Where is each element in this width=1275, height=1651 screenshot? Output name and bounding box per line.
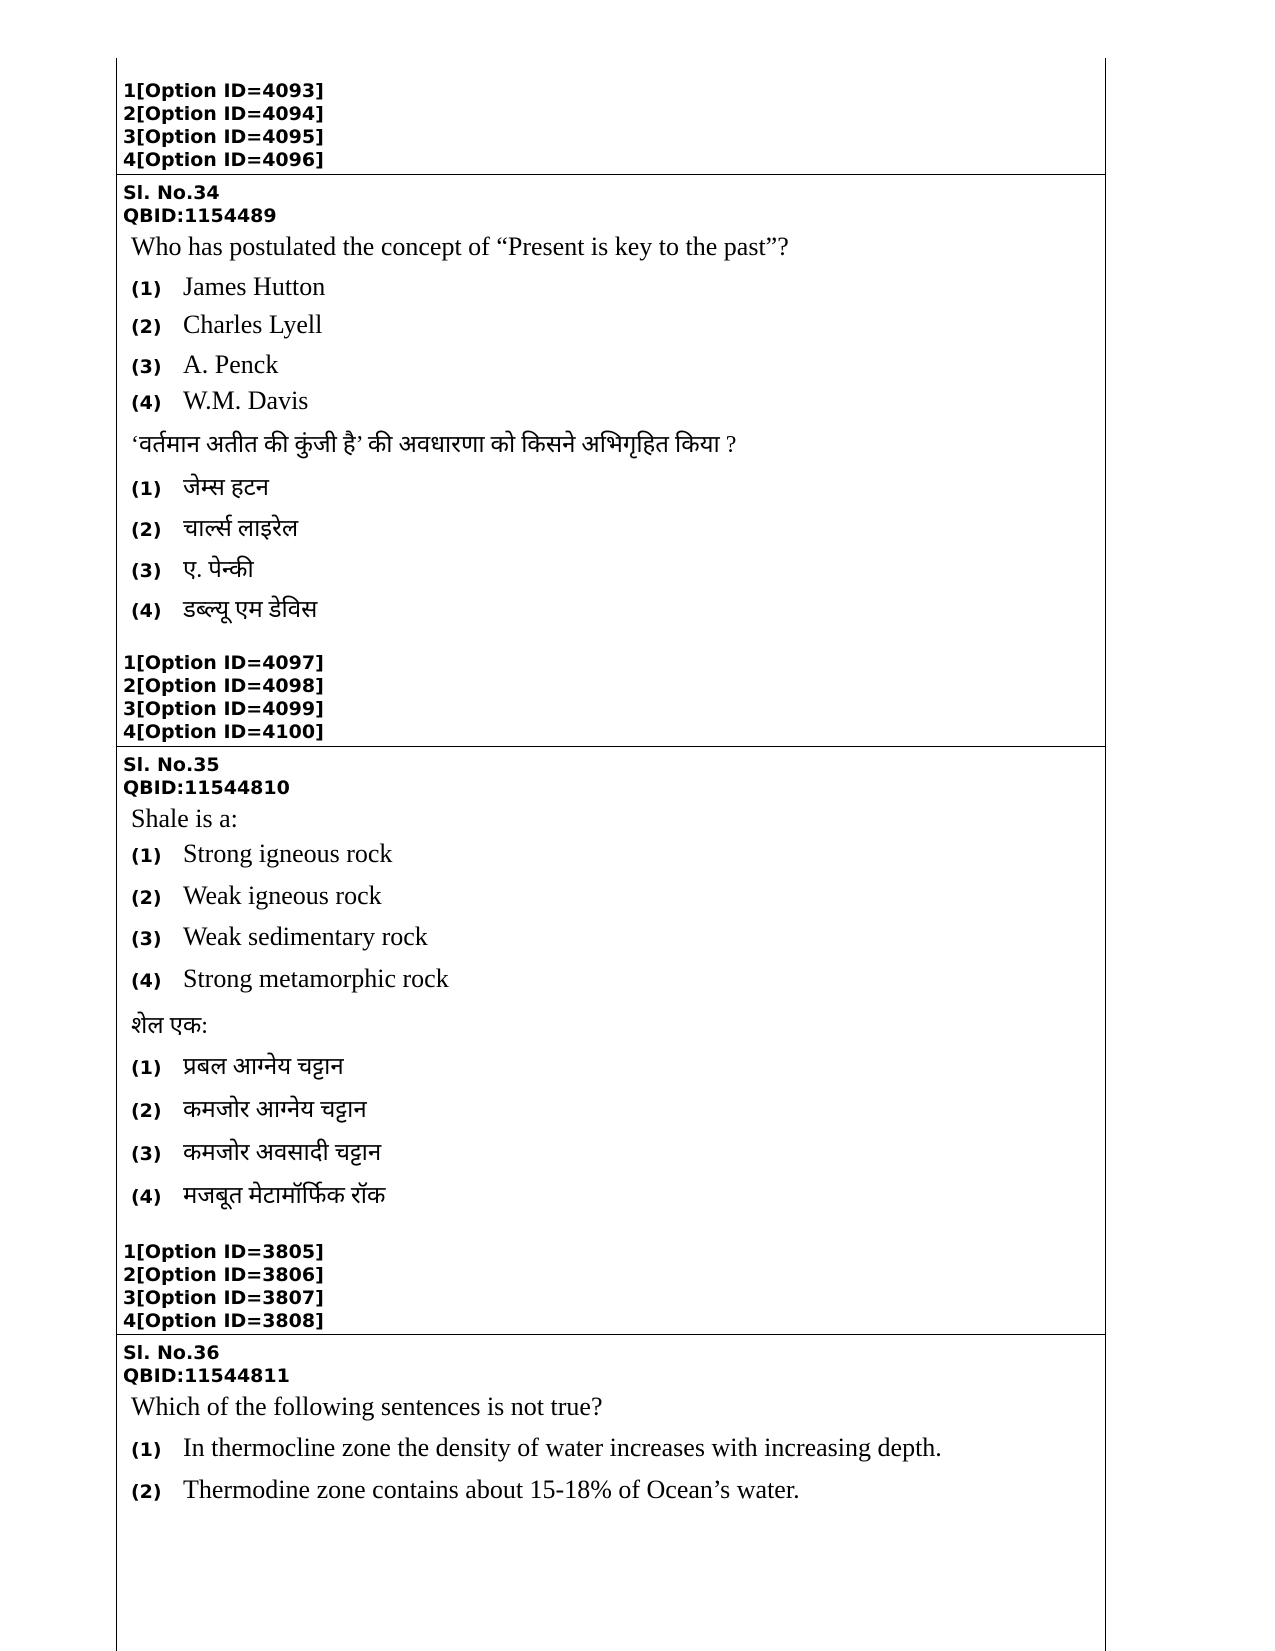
serial-number: Sl. No.35 — [123, 754, 220, 776]
option-hi: (1) प्रबल आग्नेय चट्टान — [131, 1054, 344, 1080]
question-text-hi: ‘वर्तमान अतीत की कुंजी है’ की अवधारणा को किसने अभिगृहित किया ? — [131, 432, 737, 458]
option-en: (4) W.M. Davis — [131, 386, 309, 415]
option-id: 1[Option ID=4097] — [123, 652, 324, 674]
option-id: 2[Option ID=4094] — [123, 103, 324, 125]
option-id: 3[Option ID=3807] — [123, 1287, 324, 1309]
option-id: 2[Option ID=3806] — [123, 1264, 324, 1286]
question-paper — [116, 58, 1106, 1651]
option-hi: (3) कमजोर अवसादी चट्टान — [131, 1140, 382, 1166]
option-en: (2) Weak igneous rock — [131, 881, 382, 910]
option-id: 3[Option ID=4095] — [123, 126, 324, 148]
option-id-list — [117, 652, 324, 744]
option-en: (3) Weak sedimentary rock — [131, 922, 428, 951]
question-text-en: Which of the following sentences is not true? — [131, 1392, 603, 1421]
option-id-list — [117, 80, 1105, 172]
question-block — [117, 1342, 1105, 1642]
option-en: (2) Thermodine zone contains about 15-18% of Ocean’s water. — [131, 1475, 800, 1504]
question-text-en: Who has postulated the concept of “Present is key to the past”? — [131, 232, 789, 261]
qbid: QBID:1154489 — [123, 205, 277, 227]
question-text-en: Shale is a: — [131, 804, 238, 833]
option-en: (1) James Hutton — [131, 272, 326, 301]
option-id-list — [117, 1241, 324, 1333]
row-divider — [117, 1334, 1105, 1335]
serial-number: Sl. No.34 — [123, 182, 220, 204]
option-hi: (3) ए. पेन्की — [131, 557, 254, 583]
question-block — [117, 182, 1105, 742]
serial-number: Sl. No.36 — [123, 1342, 220, 1364]
option-en: (1) Strong igneous rock — [131, 839, 393, 868]
option-id: 3[Option ID=4099] — [123, 698, 324, 720]
option-hi: (4) मजबूत मेटामॉर्फिक रॉक — [131, 1183, 386, 1209]
qbid: QBID:11544810 — [123, 777, 290, 799]
option-en: (1) In thermocline zone the density of water increases with increasing depth. — [131, 1433, 942, 1462]
option-hi: (4) डब्ल्यू एम डेविस — [131, 597, 318, 623]
option-id: 4[Option ID=4100] — [123, 721, 324, 743]
option-hi: (2) कमजोर आग्नेय चट्टान — [131, 1097, 367, 1123]
option-id: 1[Option ID=3805] — [123, 1241, 324, 1263]
option-en: (4) Strong metamorphic rock — [131, 964, 449, 993]
row-divider — [117, 746, 1105, 747]
option-id: 4[Option ID=4096] — [123, 149, 324, 171]
option-id: 4[Option ID=3808] — [123, 1310, 324, 1332]
option-hi: (2) चार्ल्स लाइरेल — [131, 516, 299, 542]
option-id: 2[Option ID=4098] — [123, 675, 324, 697]
qbid: QBID:11544811 — [123, 1365, 290, 1387]
option-en: (3) A. Penck — [131, 350, 279, 379]
row-divider — [117, 174, 1105, 175]
option-en: (2) Charles Lyell — [131, 310, 323, 339]
question-text-hi: शेल एक: — [131, 1013, 208, 1039]
option-hi: (1) जेम्स हटन — [131, 475, 269, 501]
question-block — [117, 754, 1105, 1334]
option-id: 1[Option ID=4093] — [123, 80, 324, 102]
